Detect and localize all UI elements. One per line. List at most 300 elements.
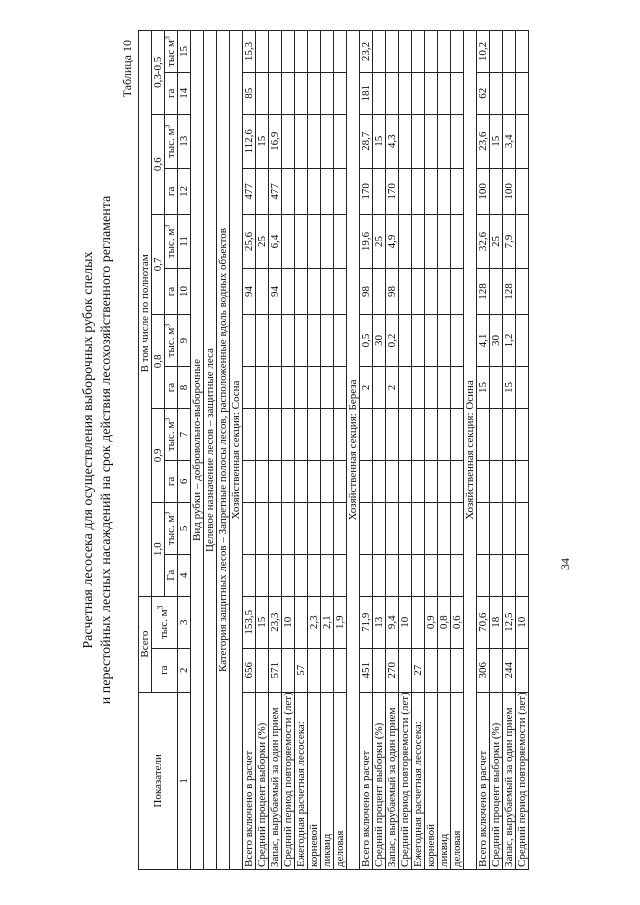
table-cell [516,72,529,114]
table-cell [295,114,308,168]
table-cell [438,367,451,409]
table-cell [243,314,256,366]
header-total: Всего [139,596,152,692]
table-cell: 170 [360,168,373,214]
table-cell [282,114,295,168]
table-cell [399,408,412,460]
unit-sup: 3 [161,36,171,41]
table-cell [308,554,321,596]
table-cell [425,408,438,460]
table-cell: 25 [256,214,269,268]
table-cell: 270 [386,648,399,692]
header-d07: 0,7 [152,214,165,314]
table-cell: 62 [477,72,490,114]
table-cell [438,502,451,554]
table-cell [503,502,516,554]
table-cell: 23,2 [360,31,373,73]
unit-text: тыс [164,49,177,67]
table-cell [451,269,464,315]
table-cell: 1,2 [503,314,516,366]
header-d0305: 0,3-0,5 [152,31,165,115]
section-heading-birch: Хозяйственная секция: Береза [347,31,360,870]
table-cell [373,31,386,73]
table-cell [256,502,269,554]
table-cell: 15 [477,367,490,409]
table-row [386,31,399,870]
column-number: 2 [178,648,191,692]
header-d08: 0,8 [152,314,165,408]
table-cell [308,269,321,315]
table-cell: 100 [477,168,490,214]
table-row [256,31,269,870]
row-label: ликвид [321,692,334,869]
column-number: 5 [178,502,191,554]
table-number: Таблица 10 [120,40,134,98]
table-cell [373,269,386,315]
table-cell [321,554,334,596]
table-cell [269,314,282,366]
table-cell [321,408,334,460]
table-cell [412,72,425,114]
table-cell [516,367,529,409]
table-cell: 9,4 [386,596,399,648]
table-cell: 85 [243,72,256,114]
purpose-heading: Целевое назначение лесов – защитные леса [204,31,217,870]
table-cell [516,648,529,692]
table-cell [243,461,256,503]
table-cell: 10,2 [477,31,490,73]
table-cell: 181 [360,72,373,114]
table-cell [256,461,269,503]
table-cell [451,408,464,460]
table-row [282,31,295,870]
table-cell [243,554,256,596]
table-cell [412,269,425,315]
table-row [503,31,516,870]
table-cell [490,269,503,315]
table-cell [451,461,464,503]
table-cell: 15 [256,596,269,648]
table-cell: 0,2 [386,314,399,366]
unit-text: тыс. [164,431,177,452]
unit-text: тыс. м [164,128,177,159]
table-row [490,31,503,870]
unit-sup: 3 [161,224,171,229]
table-cell [269,408,282,460]
table-cell [399,367,412,409]
table-cell [451,648,464,692]
table-cell: 0,5 [360,314,373,366]
row-label: Средний процент выборки (%) [490,692,503,869]
header-ga: га [165,168,178,214]
table-cell [477,408,490,460]
header-d09: 0,9 [152,408,165,502]
row-label: Всего включено в расчет [477,692,490,869]
table-cell [425,461,438,503]
table-cell [503,408,516,460]
table-cell [438,31,451,73]
table-cell [503,72,516,114]
table-cell: 6,4 [269,214,282,268]
table-cell: 71,9 [360,596,373,648]
table-cell [321,269,334,315]
table-cell [516,168,529,214]
table-cell: 25,6 [243,214,256,268]
table-cell [516,269,529,315]
table-cell: 30 [490,314,503,366]
table-cell [308,367,321,409]
table-cell [438,408,451,460]
table-cell: 32,6 [477,214,490,268]
table-cell: 477 [269,168,282,214]
table-cell [412,596,425,648]
column-number: 7 [178,408,191,460]
table-cell: 16,9 [269,114,282,168]
row-label: Запас, вырубаемый за один прием [503,692,516,869]
table-cell [490,461,503,503]
table-cell [490,168,503,214]
table-cell [490,72,503,114]
column-number: 11 [178,214,191,268]
column-number: 12 [178,168,191,214]
table-header [139,31,191,870]
table-cell [256,314,269,366]
header-ga: Га [165,554,178,596]
table-cell [360,502,373,554]
table-row [334,31,347,870]
table-cell: 112,6 [243,114,256,168]
table-cell [282,168,295,214]
table-cell [516,461,529,503]
table-cell [490,367,503,409]
table-cell [269,72,282,114]
table-cell [321,72,334,114]
table-cell: 18 [490,596,503,648]
table-cell [425,214,438,268]
header-d10: 1,0 [152,502,165,596]
table-cell [438,648,451,692]
table-cell [321,31,334,73]
column-number: 10 [178,269,191,315]
table-cell [295,408,308,460]
table-cell [451,314,464,366]
column-number: 6 [178,461,191,503]
table-cell [295,269,308,315]
table-cell [451,72,464,114]
unit-text: тыс. м [164,327,177,358]
table-cell [360,408,373,460]
section-heading-aspen: Хозяйственная секция: Осина [464,31,477,870]
table-row [321,31,334,870]
unit-sup: 3 [161,124,171,129]
table-cell: 128 [503,269,516,315]
table-row [243,31,256,870]
table-cell: 10 [282,596,295,648]
table-cell [308,648,321,692]
table-cell [503,31,516,73]
table-cell [516,214,529,268]
category-heading: Категория защитных лесов – Запретные полосы лесов, расположенные вдоль водных объектов [217,31,230,870]
table-cell [438,461,451,503]
header-tys [161,408,178,460]
table-cell [438,269,451,315]
table-cell [373,461,386,503]
table-cell [295,367,308,409]
table-cell [269,31,282,73]
column-number: 13 [178,114,191,168]
table-cell [399,269,412,315]
table-row [451,31,464,870]
table-row [399,31,412,870]
table-cell [412,114,425,168]
table-cell: 94 [243,269,256,315]
table-cell [334,214,347,268]
table-cell [399,31,412,73]
table-cell [334,502,347,554]
row-label: Средний процент выборки (%) [256,692,269,869]
table-cell [386,408,399,460]
table-cell [490,554,503,596]
table-cell: 94 [269,269,282,315]
table-cell [243,502,256,554]
table-cell [477,554,490,596]
table-cell [282,31,295,73]
unit-sup: 3 [155,605,165,610]
table-cell [334,72,347,114]
table-cell: 4,1 [477,314,490,366]
table-cell [516,31,529,73]
table-cell [477,461,490,503]
table-cell: 25 [490,214,503,268]
unit-text: тыс. м [164,228,177,259]
table-cell [321,502,334,554]
header-density-group: В том числе по полнотам [139,31,152,597]
column-number: 4 [178,554,191,596]
row-label: Запас, вырубаемый за один прием [269,692,282,869]
table-cell [412,214,425,268]
table-cell [256,648,269,692]
table-cell: 23,6 [477,114,490,168]
table-cell [490,408,503,460]
table-cell: 571 [269,648,282,692]
table-cell [334,367,347,409]
table-cell [386,31,399,73]
table-cell [295,214,308,268]
row-label: деловая [334,692,347,869]
table-cell [516,314,529,366]
table-cell [399,314,412,366]
table-cell [425,314,438,366]
unit-text: м [164,40,177,48]
table-cell [334,554,347,596]
table-cell [516,114,529,168]
table-cell [256,269,269,315]
table-cell [269,502,282,554]
table-row [412,31,425,870]
table-cell: 28,7 [360,114,373,168]
table-cell: 306 [477,648,490,692]
column-number: 3 [178,596,191,648]
table-cell: 10 [516,596,529,648]
table-cell [399,168,412,214]
table-cell [282,72,295,114]
row-label: деловая [451,692,464,869]
table-cell [308,461,321,503]
table-cell [256,72,269,114]
table-cell [373,554,386,596]
table-cell [425,554,438,596]
table-cell [321,648,334,692]
unit-sup: 3 [161,511,171,516]
table-cell [425,72,438,114]
table-cell: 153,5 [243,596,256,648]
table-cell [295,554,308,596]
table-cell: 451 [360,648,373,692]
table-cell [321,367,334,409]
table-cell [282,502,295,554]
table-cell: 0,8 [438,596,451,648]
table-cell [451,31,464,73]
table-row [373,31,386,870]
table-cell [516,554,529,596]
table-cell [386,72,399,114]
title-line-2: и перестойных лесных насаждений на срок действия лесохозяйственного регламента [99,195,114,705]
table-cell [425,168,438,214]
table-cell [412,461,425,503]
row-label: Средний период повторяемости (лет) [399,692,412,869]
table-cell: 25 [373,214,386,268]
page-number: 34 [558,558,572,570]
table-cell [308,408,321,460]
table-cell [438,168,451,214]
table-cell: 244 [503,648,516,692]
table-cell [295,502,308,554]
table-cell [373,367,386,409]
table-cell [295,72,308,114]
header-d06: 0,6 [152,114,165,214]
table-cell [425,269,438,315]
table-cell: 15 [490,114,503,168]
table-cell: 0,6 [451,596,464,648]
table-cell: 23,3 [269,596,282,648]
table-cell: 7,9 [503,214,516,268]
table-cell [308,31,321,73]
title-line-1: Расчетная лесосека для осуществления выборочных рубок спелых [81,251,96,649]
table-cell [308,502,321,554]
table-cell [256,168,269,214]
table-cell [425,31,438,73]
table-row [295,31,308,870]
table-cell [334,31,347,73]
table-cell [399,72,412,114]
table-row [269,31,282,870]
table-row [516,31,529,870]
table-cell [334,461,347,503]
table-cell [269,367,282,409]
table-row [477,31,490,870]
table-row [438,31,451,870]
table-cell [360,461,373,503]
table-cell [412,554,425,596]
table-cell [386,461,399,503]
table-cell [503,554,516,596]
table-cell [425,114,438,168]
table-cell [451,554,464,596]
table-cell [243,408,256,460]
table-cell [451,502,464,554]
table-cell: 477 [243,168,256,214]
header-ga: га [165,269,178,315]
table-cell: 13 [373,596,386,648]
table-cell [477,502,490,554]
column-number: 1 [178,692,191,869]
table-cell [373,502,386,554]
table-cell: 19,6 [360,214,373,268]
table-cell [373,408,386,460]
column-number: 15 [178,31,191,73]
table-cell: 3,4 [503,114,516,168]
table-cell [282,648,295,692]
table-cell: 100 [503,168,516,214]
table-cell [256,554,269,596]
table-cell: 1,9 [334,596,347,648]
lesoseka-table [138,30,529,870]
table-cell: 27 [412,648,425,692]
table-cell [321,314,334,366]
table-cell [295,31,308,73]
table-cell [438,554,451,596]
table-cell [438,214,451,268]
table-cell [282,314,295,366]
table-cell [490,31,503,73]
header-ga: га [165,367,178,409]
table-cell [451,214,464,268]
table-cell [451,367,464,409]
table-cell [269,461,282,503]
table-cell: 2 [360,367,373,409]
table-cell [282,408,295,460]
table-cell [308,72,321,114]
table-cell [256,367,269,409]
table-cell [386,554,399,596]
table-cell [321,214,334,268]
header-tys [161,31,178,73]
header-total-tys [152,596,178,648]
table-cell: 0,9 [425,596,438,648]
table-cell [308,214,321,268]
table-cell [451,168,464,214]
table-cell [282,554,295,596]
table-cell [243,367,256,409]
header-ga: га [165,461,178,503]
table-cell [412,502,425,554]
header-indicators: Показатели [139,692,178,869]
column-number: 9 [178,314,191,366]
header-tys [161,502,178,554]
table-cell [386,502,399,554]
table-body [191,31,529,870]
table-cell [425,648,438,692]
row-label: Средний процент выборки (%) [373,692,386,869]
cut-type-heading: Вид рубки – добровольно-выборочные [191,31,204,870]
row-label: Средний период повторяемости (лет) [516,692,529,869]
table-cell [295,314,308,366]
table-cell [425,502,438,554]
table-cell [412,408,425,460]
table-cell: 10 [399,596,412,648]
table-cell: 170 [386,168,399,214]
header-total-ga: га [152,648,178,692]
